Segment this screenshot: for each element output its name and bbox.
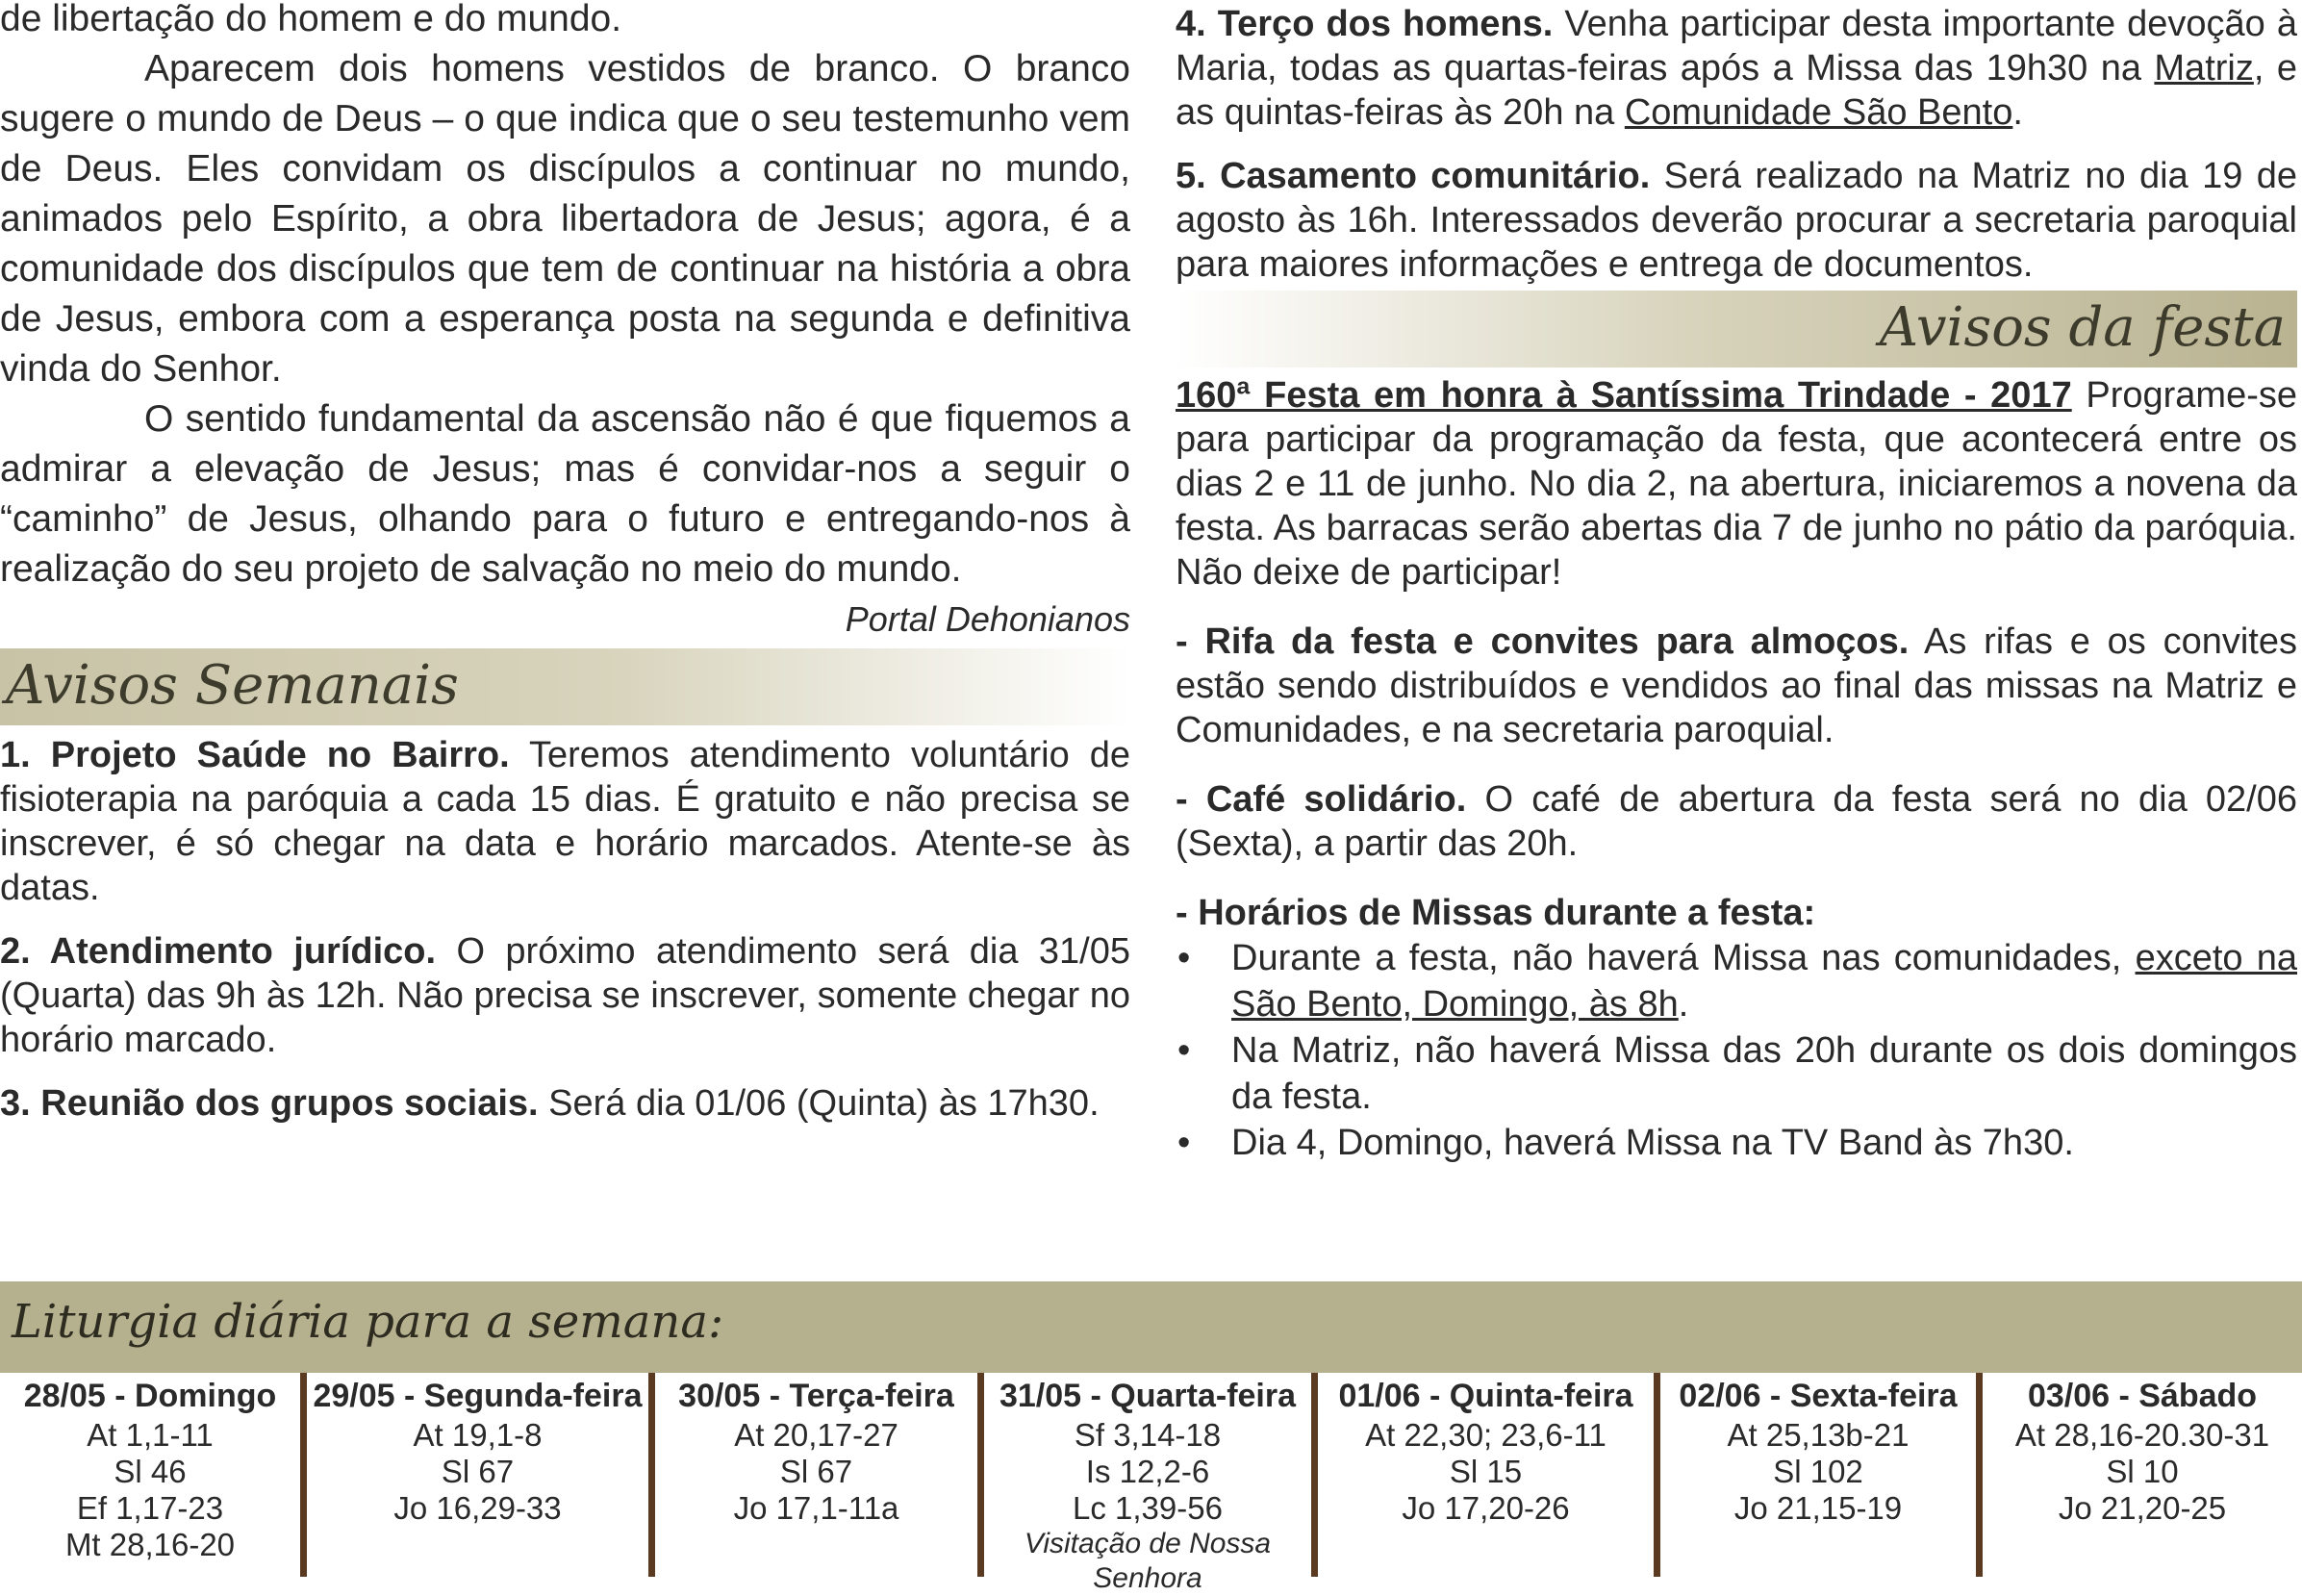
liturgy-day [977, 1373, 1311, 1594]
liturgy-days [0, 1373, 2302, 1594]
reading: Sl 46 [114, 1454, 187, 1489]
reading: At 20,17-27 [734, 1417, 898, 1453]
reading: Sl 15 [1449, 1454, 1523, 1489]
reading: At 22,30; 23,6-11 [1365, 1417, 1606, 1453]
notice-5-title: 5. Casamento comunitário. [1176, 156, 1651, 196]
matriz-link: Matriz [2154, 48, 2254, 89]
weekly-notices-title: Avisos Semanais [6, 654, 459, 717]
reading: Sl 102 [1773, 1454, 1863, 1489]
notice-1-text: Teremos atendimento voluntário de fisioterapia na paróquia a cada 15 dias. É gratuito e não precisa se inscrever, é só chegar na data e horário marcados. Atente-se às datas. [0, 735, 1131, 908]
liturgy-day [300, 1373, 648, 1577]
reading: Jo 21,15-19 [1733, 1490, 1903, 1526]
left-column [0, 0, 1130, 1126]
reading: Sl 67 [441, 1454, 515, 1489]
festival-notice-3-text: O café de abertura da festa será no dia 02/06 (Sexta), a partir das 20h. [1176, 779, 2297, 864]
day-heading: 30/05 - Terça-feira [678, 1378, 954, 1414]
liturgy-day [648, 1373, 977, 1577]
day-heading: 29/05 - Segunda-feira [313, 1378, 643, 1414]
notice-4 [1176, 2, 2297, 135]
reading: Jo 21,20-25 [2058, 1490, 2227, 1526]
festival-title: 160ª Festa em honra à Santíssima Trindade - 2017 [1176, 375, 2072, 416]
notice-2-text: O próximo atendimento será dia 31/05 (Quarta) das 9h às 12h. Não precisa se inscrever, somente chegar no horário marcado. [0, 931, 1130, 1060]
reading: Mt 28,16-20 [64, 1527, 236, 1562]
liturgy-banner [0, 1281, 2302, 1373]
list-item [1176, 935, 2297, 1027]
reading: At 19,1-8 [413, 1417, 543, 1453]
reading: At 1,1-11 [87, 1417, 214, 1453]
festival-notice-4-title: - Horários de Missas durante a festa: [1176, 893, 1816, 933]
comunidade-sao-bento-link: Comunidade São Bento [1624, 92, 2013, 133]
reading: Lc 1,39-56 [1073, 1490, 1223, 1526]
day-heading: 01/06 - Quinta-feira [1338, 1378, 1633, 1414]
notice-3-text: Será dia 01/06 (Quinta) às 17h30. [538, 1083, 1100, 1124]
notice-3 [0, 1081, 1130, 1126]
notice-4-end: . [2012, 92, 2023, 133]
bullet-1-text: Durante a festa, não haverá Missa nas comunidades, [1231, 938, 2136, 978]
reading: Jo 16,29-33 [393, 1490, 562, 1526]
source-credit: Portal Dehonianos [845, 599, 1130, 639]
feast-note: Visitação de Nossa Senhora [1024, 1528, 1272, 1594]
notice-4-text: Venha participar desta importante devoção à Maria, todas as quartas-feiras após a Missa das 19h30 na [1176, 4, 2297, 89]
festival-notice-2-title: - Rifa da festa e convites para almoços. [1176, 621, 1910, 662]
reflection-paragraph-3: O sentido fundamental da ascensão não é que fiquemos a admirar a elevação de Jesus; mas é convidar-nos a seguir o “caminho” de Jesus, olhando para o futuro e entregando-nos à realização do seu projeto de salvação no meio do mundo. [0, 398, 1130, 590]
notice-1 [0, 733, 1130, 910]
reading: Sf 3,14-18 [1074, 1417, 1222, 1453]
festival-notices-banner [1176, 291, 2297, 367]
notice-4-title: 4. Terço dos homens. [1176, 4, 1554, 44]
reading: At 25,13b-21 [1727, 1417, 1910, 1453]
notice-2-title: 2. Atendimento jurídico. [0, 931, 437, 972]
day-heading: 02/06 - Sexta-feira [1679, 1378, 1958, 1414]
liturgy-day [1311, 1373, 1654, 1577]
notice-5 [1176, 154, 2297, 287]
bullet-1-end: . [1678, 984, 1689, 1025]
festival-notice-1-text: Programe-se para participar da programação da festa, que acontecerá entre os dias 2 e 11 de junho. No dia 2, na abertura, iniciaremos a novena da festa. As barracas serão abertas dia 7 de junho no pátio da paróquia. Não deixe de participar! [1176, 375, 2297, 593]
mass-schedule-list [1176, 935, 2297, 1166]
liturgy-day [1654, 1373, 1976, 1577]
right-column [1176, 0, 2297, 1166]
liturgy-day [0, 1373, 300, 1577]
festival-notice-4 [1176, 891, 2297, 935]
reflection-paragraph-2: Aparecem dois homens vestidos de branco. O branco sugere o mundo de Deus – o que indica que o seu testemunho vem de Deus. Eles convidam os discípulos a continuar no mundo, animados pelo Espírito, a obra libertadora de Jesus; agora, é a comunidade dos discípulos que tem de continuar na história a obra de Jesus, embora com a esperança posta na segunda e definitiva vinda do Senhor. [0, 48, 1130, 390]
list-item: • Dia 4, Domingo, haverá Missa na TV Band às 7h30. [1176, 1120, 2297, 1166]
festival-notice-1 [1176, 373, 2297, 595]
festival-notice-2 [1176, 620, 2297, 752]
reading: At 28,16-20.30-31 [2014, 1417, 2270, 1453]
festival-notice-3 [1176, 777, 2297, 866]
liturgy-day [1976, 1373, 2302, 1577]
day-heading: 28/05 - Domingo [23, 1378, 277, 1414]
reading: Ef 1,17-23 [76, 1490, 224, 1526]
notice-1-title: 1. Projeto Saúde no Bairro. [0, 735, 510, 775]
reflection-paragraph-1: de libertação do homem e do mundo. [0, 0, 622, 39]
festival-notice-2-text: As rifas e os convites estão sendo distribuídos e vendidos ao final das missas na Matriz e Comunidades, e na secretaria paroquial. [1176, 621, 2298, 750]
day-heading: 03/06 - Sábado [2027, 1378, 2258, 1414]
sao-bento-exception: exceto na São Bento, Domingo, às 8h [1231, 938, 2297, 1025]
reading: Is 12,2-6 [1085, 1454, 1210, 1489]
reading: Sl 10 [2106, 1454, 2179, 1489]
reading: Jo 17,20-26 [1402, 1490, 1570, 1526]
reading: Jo 17,1-11a [733, 1490, 899, 1526]
festival-notice-3-title: - Café solidário. [1176, 779, 1467, 820]
notice-2 [0, 929, 1130, 1062]
notice-4-text-cont: , e as quintas-feiras às 20h na [1176, 48, 2297, 133]
liturgy-title: Liturgia diária para a semana: [12, 1295, 724, 1349]
notice-5-text: Será realizado na Matriz no dia 19 de agosto às 16h. Interessados deverão procurar a secretaria paroquial para maiores informações e entrega de documentos. [1176, 156, 2297, 285]
weekly-notices-banner [0, 648, 1130, 725]
festival-notices-title: Avisos da festa [1879, 296, 2286, 359]
notice-3-title: 3. Reunião dos grupos sociais. [0, 1083, 539, 1124]
reading: Sl 67 [779, 1454, 853, 1489]
day-heading: 31/05 - Quarta-feira [999, 1378, 1297, 1414]
list-item: • Na Matriz, não haverá Missa das 20h durante os dois domingos da festa. [1176, 1027, 2297, 1120]
